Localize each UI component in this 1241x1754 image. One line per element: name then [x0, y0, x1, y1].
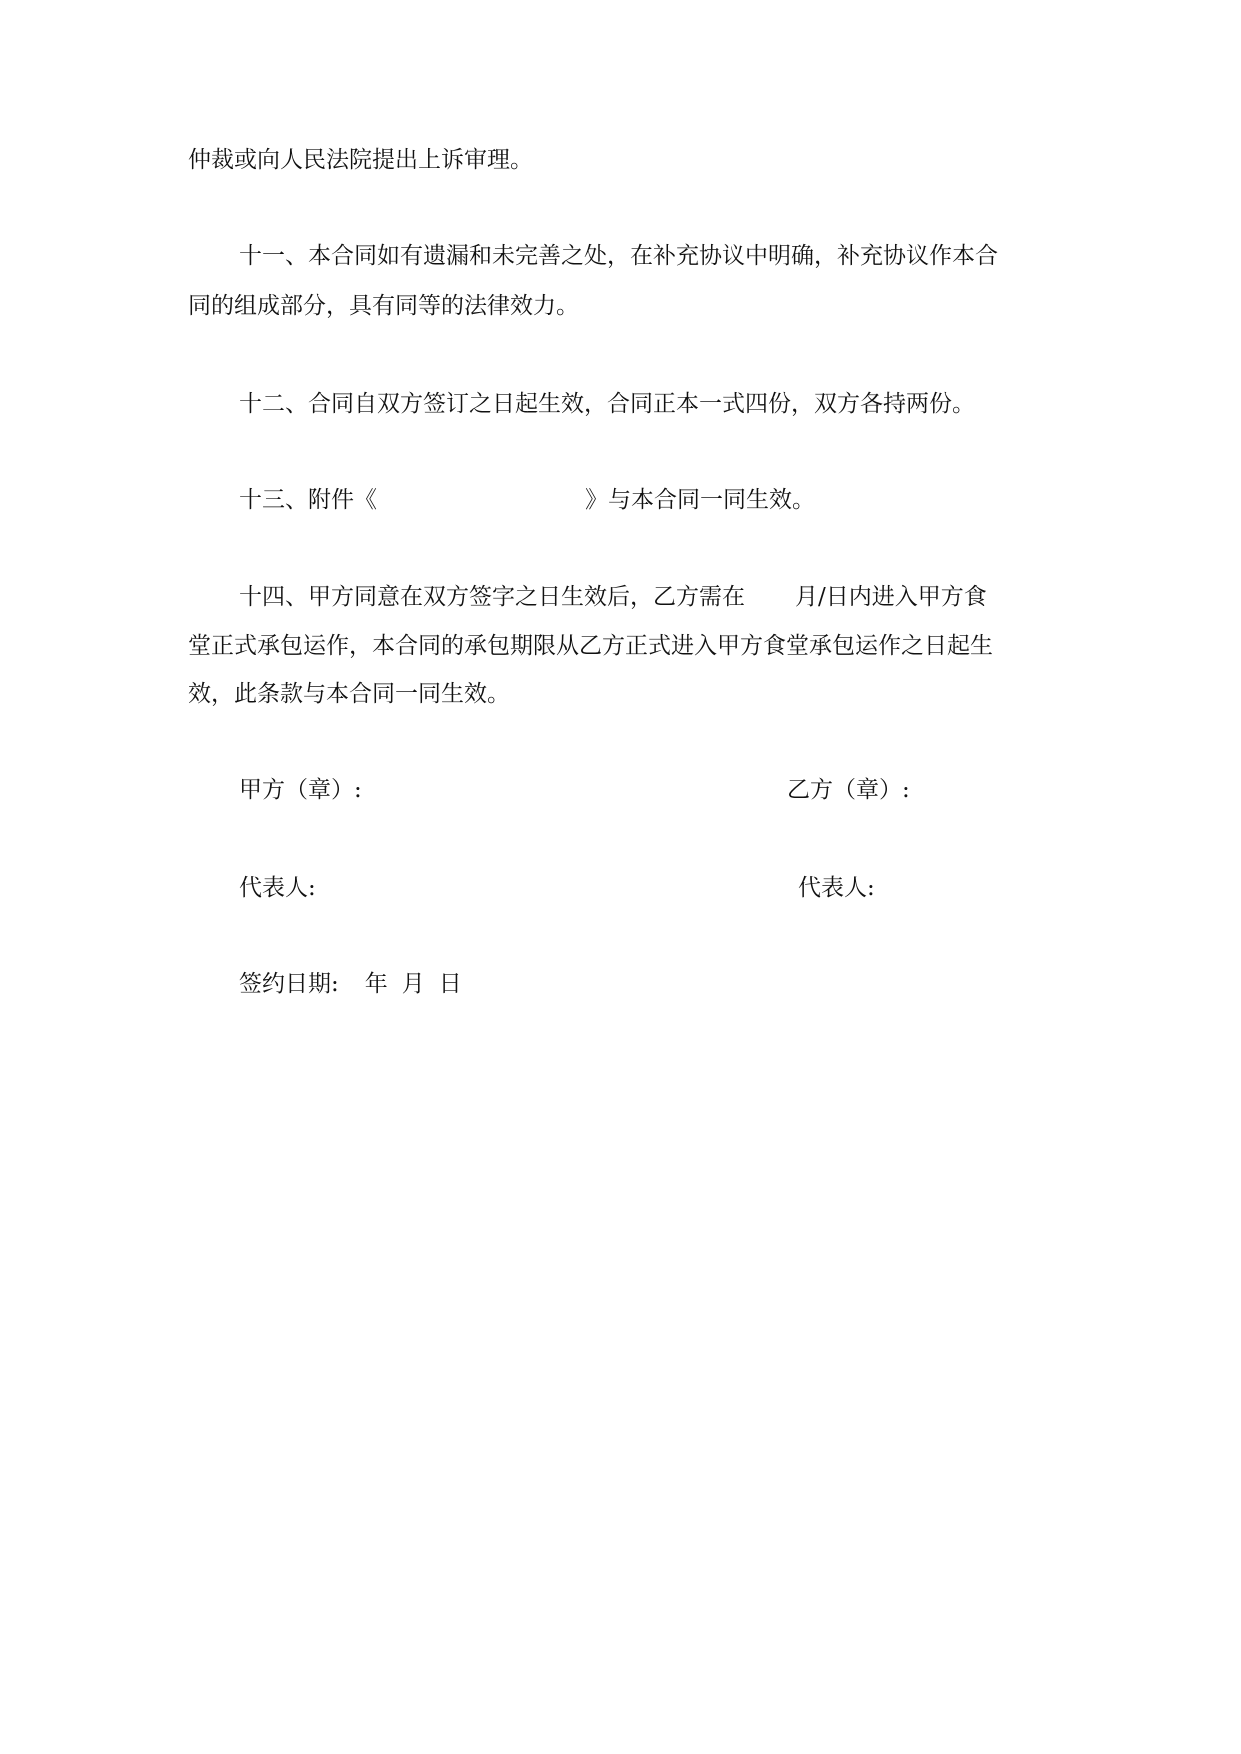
clause-14-suffix: 月/日内进入甲方食 [795, 584, 987, 610]
clause-12: 十二、合同自双方签订之日起生效，合同正本一式四份，双方各持两份。 [239, 391, 975, 417]
clause-14-prefix: 十四、甲方同意在双方签字之日生效后，乙方需在 [239, 584, 745, 610]
party-a-seal-label: 甲方（章）: [239, 777, 362, 803]
clause-11-line-1: 十一、本合同如有遗漏和未完善之处，在补充协议中明确，补充协议作本合 [239, 243, 998, 269]
sign-date-line [239, 969, 462, 999]
party-b-seal-label: 乙方（章）: [787, 777, 910, 803]
sign-date-label: 签约日期: [239, 971, 339, 997]
clause-13-prefix: 十三、附件《 [239, 487, 377, 513]
party-a-representative-label: 代表人: [239, 875, 316, 901]
sign-date-month: 月 [401, 971, 425, 997]
clause-14-line-1 [239, 582, 987, 612]
clause-13-suffix: 》与本合同一同生效。 [585, 487, 815, 513]
sign-date-year: 年 [364, 971, 388, 997]
sign-date-day: 日 [438, 971, 462, 997]
clause-13 [239, 485, 815, 515]
party-b-representative-label: 代表人: [798, 875, 875, 901]
clause-11-line-2: 同的组成部分，具有同等的法律效力。 [188, 293, 579, 319]
text-line-arbitration: 仲裁或向人民法院提出上诉审理。 [188, 147, 533, 173]
clause-14-line-2: 堂正式承包运作，本合同的承包期限从乙方正式进入甲方食堂承包运作之日起生 [188, 633, 993, 659]
clause-14-line-3: 效，此条款与本合同一同生效。 [188, 681, 510, 707]
